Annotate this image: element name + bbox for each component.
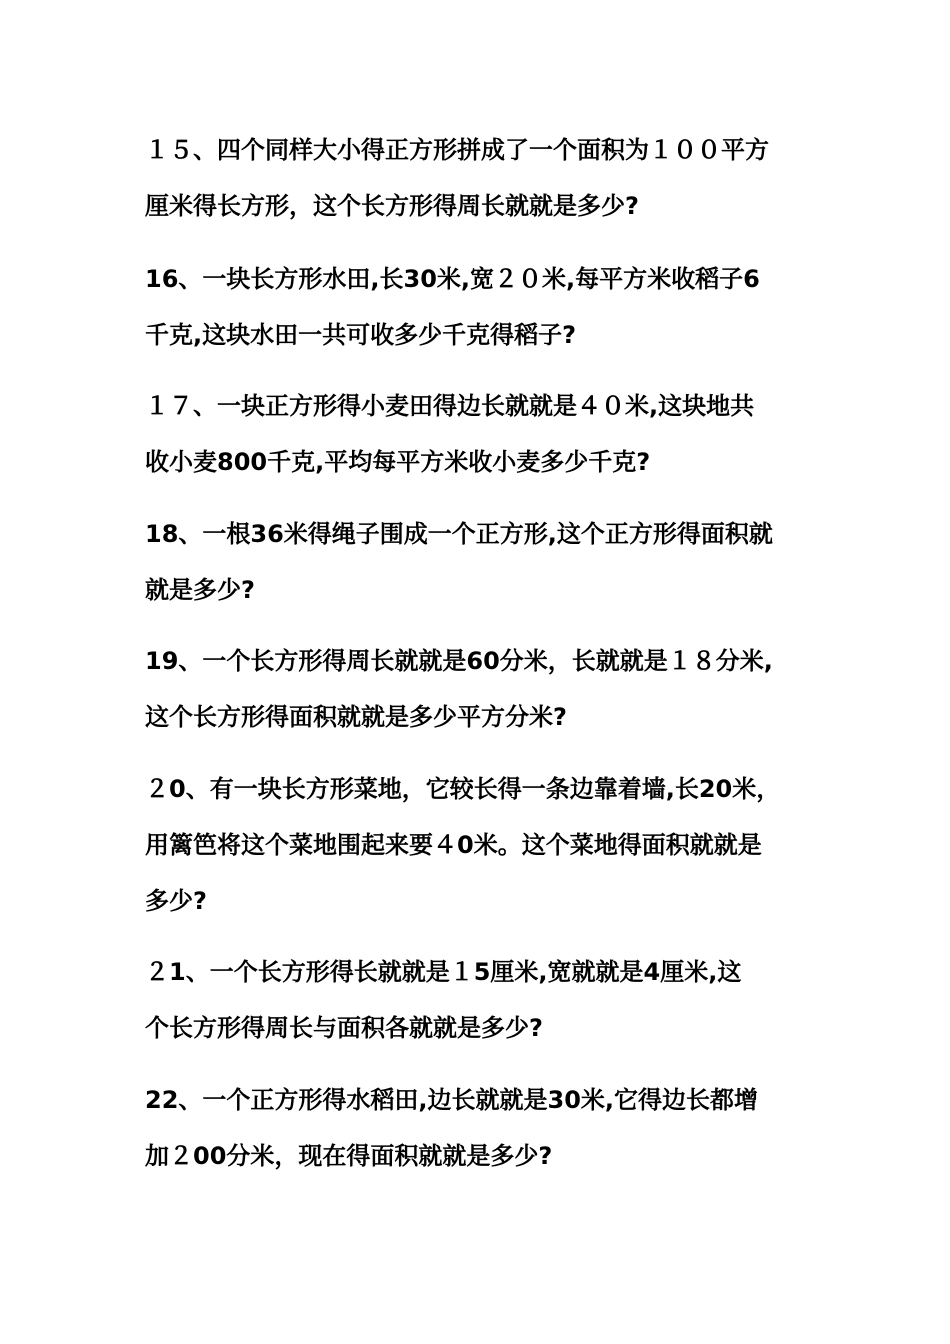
problem-15-line-2: 厘米得长方形，这个长方形得周长就就是多少?	[145, 192, 639, 220]
problem-17-line-2: 收小麦800千克,平均每平方米收小麦多少千克?	[145, 448, 651, 476]
problem-18-line-2: 就是多少?	[145, 576, 255, 604]
problem-16-line-2: 千克,这块水田一共可收多少千克得稻子?	[145, 321, 577, 349]
problem-20-line-2: 用篱笆将这个菜地围起来要４0米。这个菜地得面积就就是	[145, 831, 762, 859]
problem-20-line-1: ２0、有一块长方形菜地，它较长得一条边靠着墙,长20米，	[145, 775, 781, 803]
problem-21-line-1: ２1、一个长方形得长就就是１5厘米,宽就就是4厘米,这	[145, 958, 742, 986]
problem-21-line-2: 个长方形得周长与面积各就就是多少?	[145, 1014, 543, 1042]
problem-22-line-1: 22、一个正方形得水稻田,边长就就是30米,它得边长都增	[145, 1086, 759, 1114]
problem-20-line-3: 多少?	[145, 887, 207, 915]
problem-17-line-1: １７、一块正方形得小麦田得边长就就是４０米,这块地共	[145, 392, 755, 420]
problem-18-line-1: 18、一根36米得绳子围成一个正方形,这个正方形得面积就	[145, 520, 773, 548]
problem-19-line-1: 19、一个长方形得周长就就是60分米，长就就是１８分米,	[145, 647, 773, 675]
problem-22-line-2: 加２00分米，现在得面积就就是多少?	[145, 1142, 553, 1170]
problem-15-line-1: １５、四个同样大小得正方形拼成了一个面积为１００平方	[145, 136, 769, 164]
problem-16-line-1: 16、一块长方形水田,长30米,宽２０米,每平方米收稻子6	[145, 265, 760, 293]
problem-19-line-2: 这个长方形得面积就就是多少平方分米?	[145, 703, 567, 731]
